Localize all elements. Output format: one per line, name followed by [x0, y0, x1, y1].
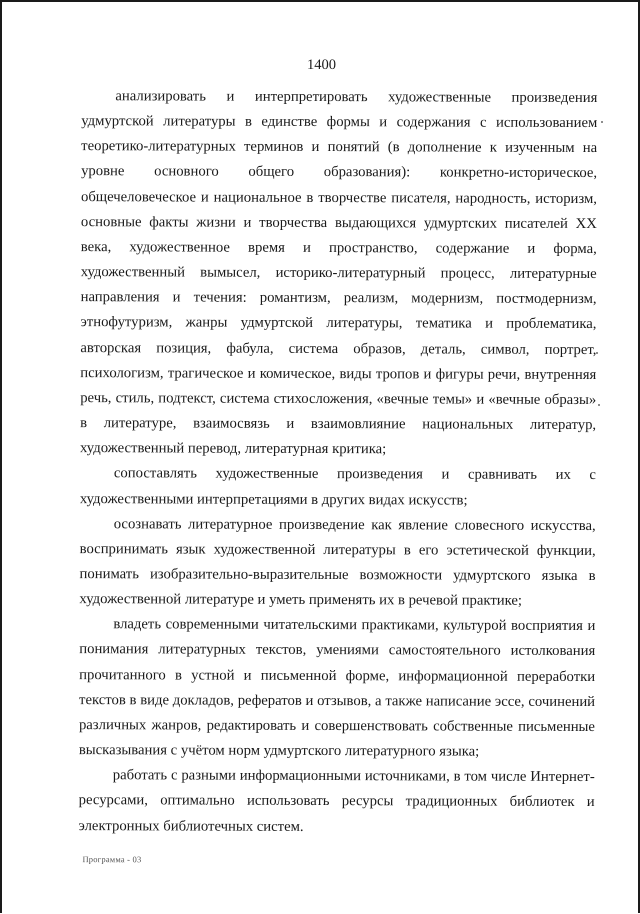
paragraph-information-sources: работать с разными информационными источниками, в том числе Интернет-ресурсами, оптимально использовать ресурсы традиционных библиотек и электронных библиотечных систем.	[78, 767, 595, 835]
paragraph-understand: осознавать литературное произведение как явление словесного искусства, воспринимать язык художественной литературы в его эстетической функции, понимать изобразительно-выразительные возможности удмуртского языка в художественной литературе и уметь применять их в речевой практике;	[79, 515, 596, 609]
scan-speck	[596, 352, 598, 354]
paragraph-analyze: анализировать и интерпретировать художественные произведения удмуртской литературы в единстве формы и содержания с использованием теоретико-литературных терминов и понятий (в дополнение к изученным на уровне основного общего образования): конкретно-историческое, общечеловеческое и национальное в творчестве писателя, народность, историзм, основные факты жизни и творчества выдающихся удмуртских писателей XX века, художественное время и пространство, содержание и форма, художественный вымысел, историко-литературный процесс, литературные направления и течения: романтизм, реализм, модернизм, постмодернизм, этнофутуризм, жанры удмуртской литературы, тематика и проблематика, авторская позиция, фабула, система образов, деталь, символ, портрет, психологизм, трагическое и комическое, виды тропов и фигуры речи, внутренняя речь, стиль, подтекст, система стихосложения, «вечные темы» и «вечные образы» в литературе, взаимосвязь и взаимовлияние национальных литератур, художественный перевод, литературная критика;	[79, 88, 598, 458]
page-number: 1400	[306, 56, 337, 74]
paragraph-compare: сопоставлять художественные произведения и сравнивать их с художественными интерпретациями в других видах искусств;	[79, 465, 596, 509]
scan-speck	[598, 404, 600, 406]
scan-speck	[601, 121, 603, 123]
body-text	[79, 84, 598, 841]
footer-note: Программа - 03	[82, 854, 142, 865]
paragraph-reading-practices: владеть современными читательскими практиками, культурой восприятия и понимания литературных текстов, умениями самостоятельного истолкования прочитанного в устной и письменной форме, информационной переработки текстов в виде докладов, рефератов и отзывов, а также написание эссе, сочинений различных жанров, редактировать и совершенствовать собственные письменные высказывания с учётом норм удмуртского литературного языка;	[78, 616, 596, 760]
